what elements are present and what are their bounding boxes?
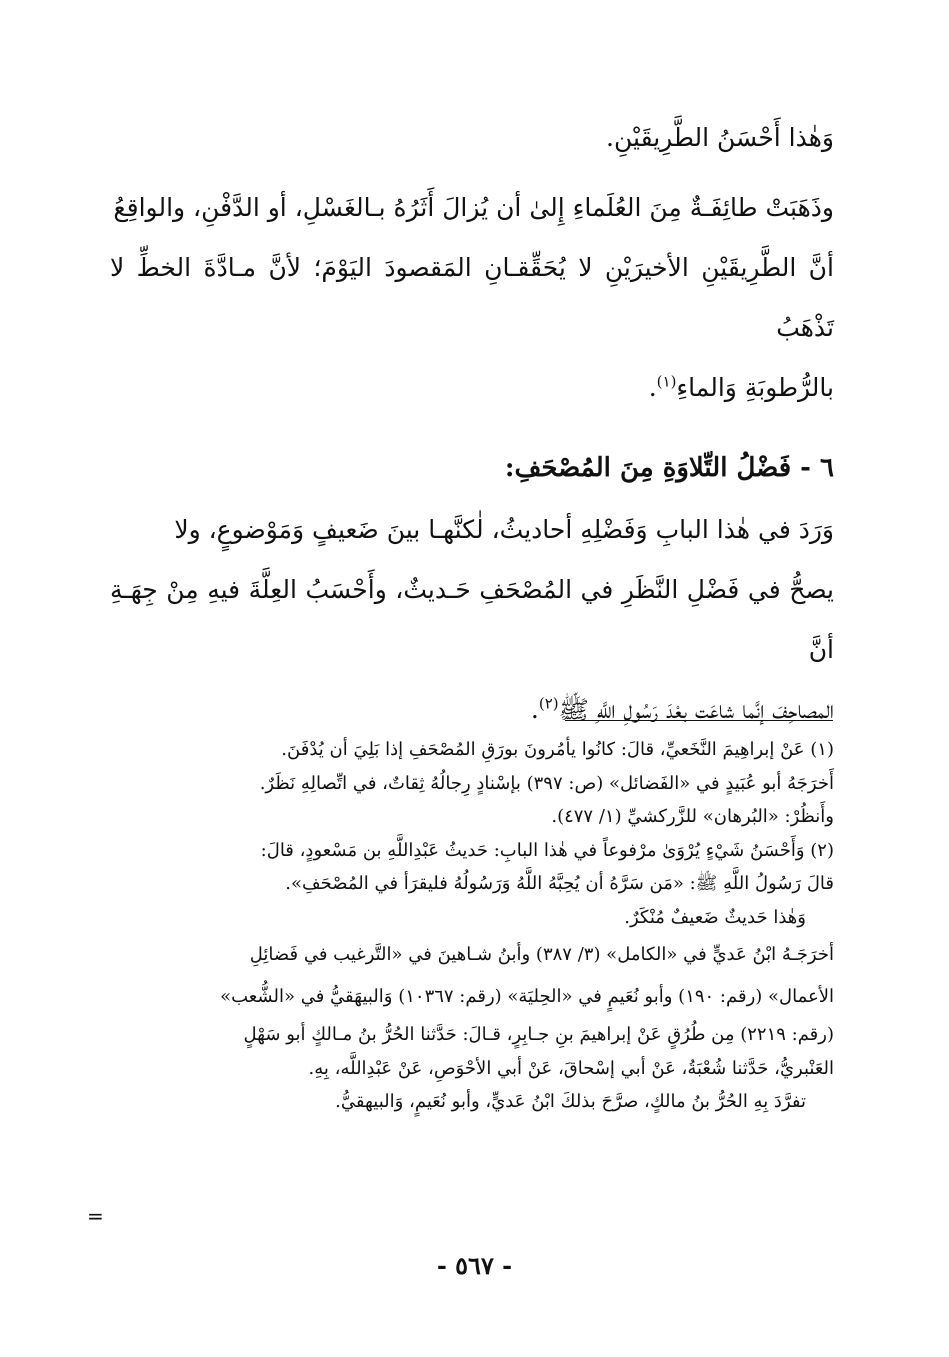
footnote-ref-1[interactable]: (١) — [656, 372, 677, 391]
paragraph-3-line-1: وَرَدَ في هٰذا البابِ وَفَضْلِهِ أحاديثُ، لٰكنَّهـا بينَ ضَعيفٍ وَمَوْضوعٍ، ولا — [174, 515, 834, 544]
section-heading: ٦ - فَضْلُ التِّلاوَةِ مِنَ المُصْحَفِ: — [504, 453, 834, 483]
paragraph-1-line-1: وَهٰذا أَحْسَنُ الطَّرِيقَيْنِ. — [606, 123, 834, 152]
footnote-2-line-4: أخرَجَـهُ ابْنُ عَديٍّ في «الكامل» (٣/ ٣٨٧) وأبنُ شـاهينَ في «التَّرغيب في فَضائِلِ — [249, 944, 834, 965]
paragraph-2-line-1: وذَهَبَتْ طائِفَـةٌ مِنَ العُلَماءِ إِلىٰ أن يُزالَ أَثَرُهُ بـالغَسْلِ، أو الدَّفْنِ، والواقِعُ — [113, 193, 834, 222]
paragraph-3-end-punct: . — [530, 695, 539, 724]
paragraph-3 — [110, 500, 834, 740]
paragraph-3-line-3-text: المصاحِفَ إنَّما شاعَت بعْدَ رَسُولِ اللَّهِ ﷺ — [558, 695, 834, 724]
footnote-2-line-5: الأعمال» (رقم: ١٩٠) وأبو نُعَيمٍ في «الحِليَة» (رقم: ١٠٣٦٧) وَالبيهَقيُّ في «الشُّعب» — [220, 986, 834, 1007]
footnote-2-line-8: تفرَّدَ بِهِ الحُرُّ بنُ مالكٍ، صرَّحَ بذلكَ ابْنُ عَديٍّ، وأبو نُعَيمٍ، وَالبيهقيُّ. — [335, 1091, 806, 1112]
footnote-1-line-3: وأَنظُرْ: «البُرهان» للزَّركشيِّ (١/ ٤٧٧). — [551, 806, 834, 827]
footnote-2-line-7: العَنْبريُّ، حَدَّثنا شُعْبَةُ، عَنْ أبي إسْحاقَ، عَنْ أبي الأحْوَصِ، عَنْ عَبْدِاللَّه، بِهِ. — [308, 1057, 834, 1079]
paragraph-3-line-3 — [110, 680, 834, 740]
footnote-2-line-3: وَهٰذا حَديثٌ ضَعيفٌ مُنْكَرٌ. — [624, 906, 806, 928]
page-number: - ٥٦٧ - — [436, 1251, 513, 1280]
footnote-ref-2[interactable]: (٢) — [538, 694, 559, 713]
footnote-2-line-2: قالَ رَسُولُ اللَّهِ ﷺ: «مَن سَرَّهُ أن يُحِبَّهُ اللَّهُ وَرَسُولُهُ فليقرَأ في المُصْحَفِ». — [285, 873, 834, 894]
footnote-1-line-2: أَخرَجَهُ أبو عُبَيدٍ في «الفَضائل» (ص: ٣٩٧) بإسْنادٍ رِجالُهُ ثِقاتٌ، في اتِّصالِهِ نَظَرٌ. — [259, 772, 834, 794]
footnote-2-line-1: (٢) وَأَحْسَنُ شَيْءٍ يُرْوَىٰ مرْفوعاً في هٰذا البابِ: حَديثُ عَبْدِاللَّهِ بن مَسْعودٍ، قالَ: — [260, 839, 834, 861]
paragraph-1 — [110, 108, 834, 168]
footnote-2-line-6: (رقم: ٢٢١٩) مِن طُرُقٍ عَنْ إبراهيمَ بنِ جـابِرٍ، قـالَ: حَدَّثنا الحُرُّ بنُ مـالكٍ أبو سَهْلٍ — [243, 1024, 834, 1045]
paragraph-2-line-3 — [110, 358, 834, 418]
continuation-mark: = — [87, 1204, 104, 1228]
paragraph-2-line-2: أنَّ الطَّرِيقَيْنِ الأخيرَيْنِ لا يُحَقِّقـانِ المَقصودَ اليَوْمَ؛ لأنَّ مـادَّةَ الخطِّ لا تَذْهَبُ — [110, 253, 834, 342]
paragraph-2-end-punct: . — [648, 373, 657, 402]
footnotes-section — [110, 733, 834, 1119]
paragraph-2 — [110, 178, 834, 418]
footnote-divider — [565, 720, 833, 721]
footnote-1-line-1: (١) عَنْ إبراهِيمَ النَّخَعيِّ، قالَ: كانُوا يأمُرونَ بورَقِ المُصْحَفِ إذا بَلِيَ أن يُدْفَنَ. — [281, 739, 834, 760]
paragraph-2-line-3-text: بالرُّطوبَةِ وَالماءِ — [676, 373, 834, 402]
paragraph-3-line-2: يصحُّ في فَضْلِ النَّظَرِ في المُصْحَفِ حَـديثٌ، وأَحْسَبُ العِلَّةَ فيهِ مِنْ جِهَـةِ أنَّ — [110, 575, 834, 664]
